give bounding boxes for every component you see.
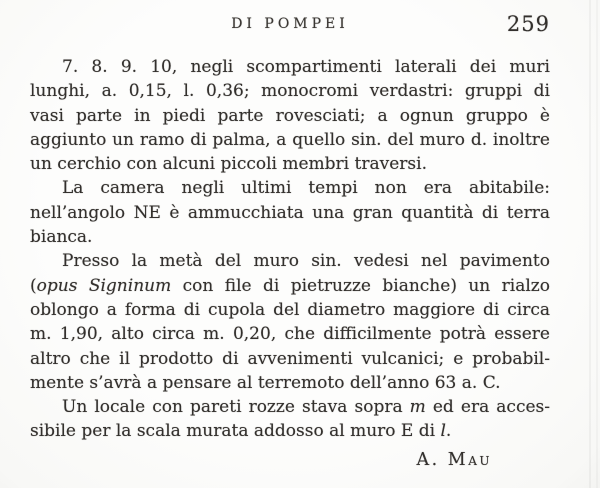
text-line: Presso la metà del muro sin. vedesi nel pavimento xyxy=(62,251,550,272)
text-line: m. 1,90, alto circa m. 0,20, che difficilmente potrà essere xyxy=(30,324,550,345)
text-line: bianca. xyxy=(30,227,93,248)
text-line: La camera negli ultimi tempi non era abitabile: xyxy=(62,178,550,199)
text-line: mente s’avrà a pensare al terremoto dell’anno 63 a. C. xyxy=(30,372,501,393)
scan-edge-artifact xyxy=(596,0,598,488)
text-block xyxy=(30,55,550,472)
plan-letter-italic: l xyxy=(440,421,446,442)
text-segment: ed era acces- xyxy=(425,397,550,418)
text-line: aggiunto un ramo di palma, a quello sin. del muro d. inoltre xyxy=(30,129,550,150)
text-line xyxy=(30,395,550,419)
text-line: lunghi, a. 0,15, l. 0,36; monocromi verdastri: gruppi di xyxy=(30,81,550,102)
page-header xyxy=(30,12,550,36)
text-line xyxy=(30,274,550,298)
text-segment: ( xyxy=(30,275,37,296)
text-line: nell’angolo NE è ammucchiata una gran quantità di terra xyxy=(30,202,550,223)
plan-letter-italic: m xyxy=(409,397,426,418)
text-line xyxy=(30,419,550,443)
author-signature: A. Mau xyxy=(416,449,492,470)
page-number: 259 xyxy=(506,12,550,36)
text-segment: sibile per la scala murata addosso al muro E di xyxy=(30,421,441,442)
text-segment: . xyxy=(445,421,452,442)
text-line: oblongo a forma di cupola del diametro maggiore di circa xyxy=(30,299,550,320)
text-line: un cerchio con alcuni piccoli membri traversi. xyxy=(30,154,427,175)
text-segment: Un locale con pareti rozze stava sopra xyxy=(62,397,410,418)
text-line: altro che il prodotto di avvenimenti vulcanici; e probabil- xyxy=(30,348,550,369)
text-line: vasi parte in piedi parte rovesciati; a ognun gruppo è xyxy=(30,105,550,126)
latin-term-italic: opus Signinum xyxy=(36,275,172,296)
running-title: DI POMPEI xyxy=(231,16,349,32)
text-line: 7. 8. 9. 10, negli scompartimenti laterali dei muri xyxy=(62,57,550,77)
text-segment: con file di pietruzze bianche) un rialzo xyxy=(171,275,550,296)
scan-edge-artifact xyxy=(589,0,591,488)
